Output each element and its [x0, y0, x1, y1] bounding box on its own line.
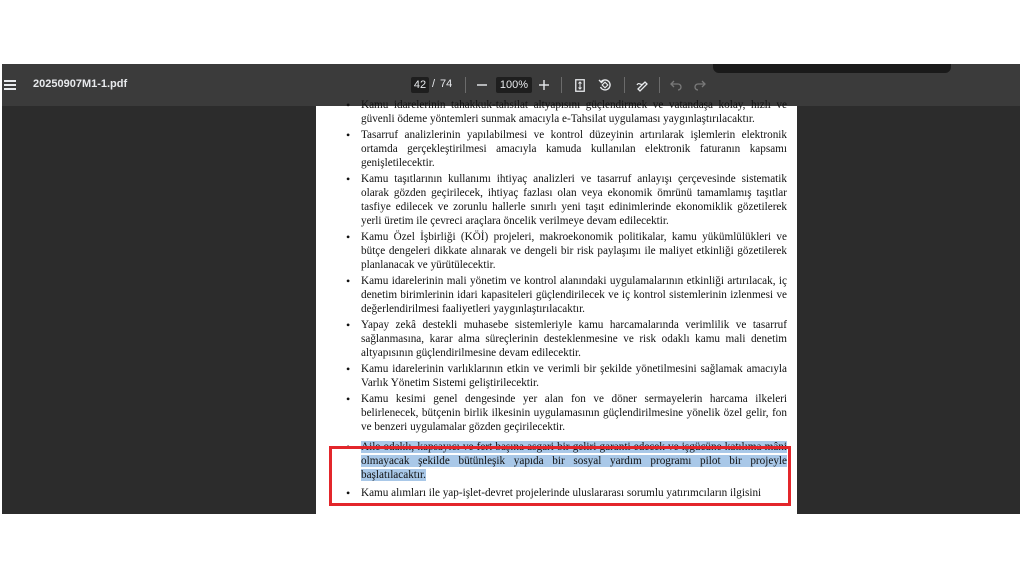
toolbar-overlay [713, 64, 951, 73]
list-item [316, 172, 797, 228]
plus-icon [539, 80, 549, 90]
toolbar-divider [465, 77, 466, 93]
list-item-text: Kamu Özel İşbirliği (KÖİ) projeleri, makroekonomik politikalar, kamu yükümlülükleri ve bütçe dengeleri dikkate alınarak ve dengeli bir risk paylaşımı ile maliyet etkinliği gözetilerek planlanacak ve yürütülecektir. [361, 231, 787, 271]
file-name: 20250907M1-1.pdf [33, 78, 128, 90]
hamburger-menu-icon [4, 84, 16, 86]
zoom-input[interactable]: 100% [496, 77, 532, 93]
undo-icon [670, 80, 682, 90]
list-item-text: Kamu idarelerinin tahakkuk-tahsilat altyapısını güçlendirmek ve vatandaşa kolay, hızlı ve güvenli ödeme yöntemleri sunmak amacıyla e-Tahsilat uygulaması yaygınlaştırılacaktır. [361, 99, 787, 125]
list-item-text: Kamu taşıtlarının kullanımı ihtiyaç analizleri ve tasarruf anlayışı çerçevesinde sistematik olarak gözden geçirilecek, ihtiyaç fazlası olan veya ekonomik ömrünü tamamlamış taşıtlar tasfiye edilecek ve zorunlu hallerle sınırlı yeni taşıt edinimlerinde ekonomiklik gözetilerek yerli üretim ile çevreci araçlara öncelik verilmeye devam edilecektir. [361, 173, 787, 227]
list-item [316, 318, 797, 360]
toolbar-divider [624, 77, 625, 93]
list-item-text: Kamu idarelerinin mali yönetim ve kontrol alanındaki uygulamalarının etkinliği artırılacak, iç denetim birimlerinin idari kapasiteleri güçlendirilecek ve iç kontrol sistemlerinin izlenmesi ve değerlendirilmesi faaliyetleri yaygınlaştırılacaktır. [361, 275, 787, 315]
page-separator: / [432, 78, 436, 90]
list-item-text: Tasarruf analizlerinin yapılabilmesi ve kontrol düzeyinin artırılarak işlemlerin elektronik ortamda gerçekleştirilmesi amacıyla kamuda kullanılan elektronik faturanın kapsamı genişletilecektir. [361, 129, 787, 169]
list-item [316, 98, 797, 126]
list-item-text: Kamu kesimi genel dengesinde yer alan fon ve döner sermayelerin harcama ilkeleri belirlenecek, bütçenin birlik ilkesinin uygulamasının güçlendirilmesine yönelik özel gelir, fon ve benzeri uygulamalar gözden geçirilecektir. [361, 393, 787, 433]
menu-button[interactable] [2, 64, 18, 106]
list-item [316, 230, 797, 272]
list-item [316, 362, 797, 390]
fit-page-icon [575, 79, 585, 92]
rotate-icon [598, 78, 612, 92]
page-number-input[interactable]: 42 [411, 77, 429, 93]
annotation-highlight-box [329, 446, 791, 506]
toolbar-divider [659, 77, 660, 93]
list-item [316, 274, 797, 316]
list-item-text: Kamu alımları ile yap-işlet-devret projelerinde uluslararası sorumlu yatırımcıların ilgisini [361, 487, 762, 499]
bullet-list [316, 98, 797, 502]
draw-icon [636, 78, 650, 92]
total-pages: 74 [440, 78, 453, 90]
minus-icon [477, 80, 487, 90]
list-item [316, 392, 797, 434]
redo-icon [694, 80, 706, 90]
list-item-text: Yapay zekâ destekli muhasebe sistemleriyle kamu harcamalarında verimlilik ve tasarruf sağlanmasına, karar alma süreçlerinin desteklenmesine ve risk odaklı kamu mali denetim altyapısının güçlendirilmesine devam edilecektir. [361, 319, 787, 359]
toolbar-divider [561, 77, 562, 93]
list-item-text: Kamu idarelerinin varlıklarının etkin ve verimli bir şekilde yönetilmesini sağlamak amacıyla Varlık Yönetim Sistemi geliştirilecektir. [361, 363, 787, 389]
selected-text[interactable]: Aile odaklı, kapsayıcı ve fert başına asgari bir geliri garanti edecek ve işgücüne katılıma mâni olmayacak şekilde bütünleşik yapıda bir sosyal yardım programı pilot bir projeyle başlatılacaktır. [361, 441, 787, 481]
list-item [316, 128, 797, 170]
